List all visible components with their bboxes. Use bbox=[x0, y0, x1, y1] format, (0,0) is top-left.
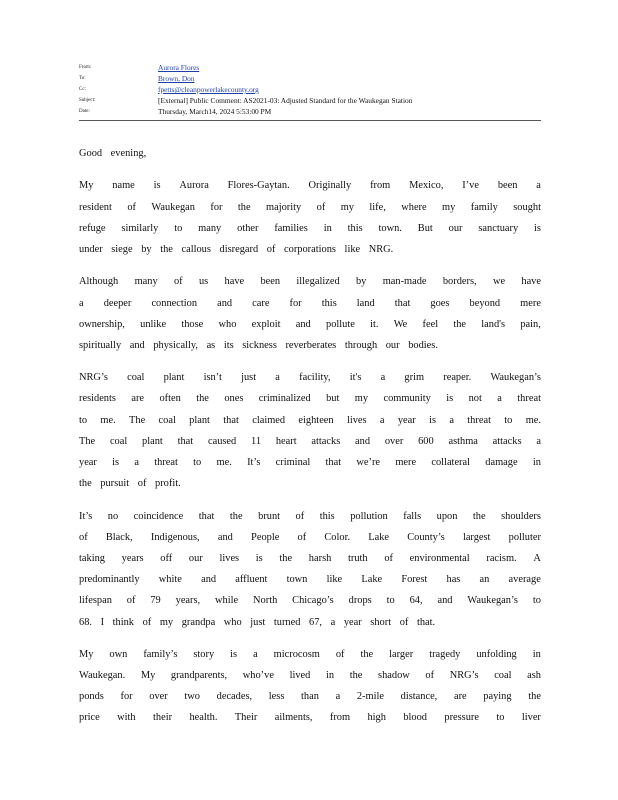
date-row bbox=[79, 106, 541, 117]
text-line: ownership, unlike those who exploit and pollute it. We feel the land's pain, bbox=[79, 318, 541, 330]
paragraph-4 bbox=[79, 506, 541, 633]
from-label: From: bbox=[79, 65, 92, 70]
to-row bbox=[79, 73, 541, 84]
text-line: The coal plant that caused 11 heart attacks and over 600 asthma attacks a bbox=[79, 435, 541, 447]
text-line: My own family’s story is a microcosm of the larger tragedy unfolding in bbox=[79, 648, 541, 660]
to-label: To: bbox=[79, 76, 86, 81]
text-line: price with their health. Their ailments, from high blood pressure to liver bbox=[79, 712, 541, 724]
greeting: Good evening, bbox=[79, 148, 147, 159]
text-line: spiritually and physically, as its sickness reverberates through our bodies. bbox=[79, 339, 438, 351]
text-line: a deeper connection and care for this land that goes beyond mere bbox=[79, 297, 541, 309]
text-line: residents are often the ones criminalized but my community is not a threat bbox=[79, 393, 541, 405]
date-value: Thursday, March14, 2024 5:53:00 PM bbox=[158, 107, 272, 116]
text-line: 68. I think of my grandpa who just turned 67, a year short of that. bbox=[79, 616, 436, 628]
to-link[interactable]: Brown, Don bbox=[158, 74, 195, 83]
text-line: Although many of us have been illegalized by man-made borders, we have bbox=[79, 276, 541, 288]
text-line: under siege by the callous disregard of corporations like NRG. bbox=[79, 243, 394, 255]
header-divider bbox=[79, 120, 541, 121]
text-line: It’s no coincidence that the brunt of this pollution falls upon the shoulders bbox=[79, 510, 541, 522]
text-line: My name is Aurora Flores-Gaytan. Originally from Mexico, I’ve been a bbox=[79, 180, 541, 192]
from-link[interactable]: Aurora Flores bbox=[158, 63, 200, 72]
text-line: resident of Waukegan for the majority of my life, where my family sought bbox=[79, 201, 541, 213]
paragraph-1 bbox=[79, 175, 541, 260]
email-body bbox=[79, 143, 541, 729]
paragraph-3 bbox=[79, 367, 541, 494]
paragraph-5 bbox=[79, 644, 541, 729]
text-line: refuge similarly to many other families in this town. But our sanctuary is bbox=[79, 222, 541, 234]
subject-label: Subject: bbox=[79, 98, 96, 103]
cc-row bbox=[79, 84, 541, 95]
subject-row bbox=[79, 95, 541, 106]
text-line: NRG’s coal plant isn’t just a facility, it's a grim reaper. Waukegan’s bbox=[79, 372, 541, 384]
subject-value: [External] Public Comment: AS2021-03: Adjusted Standard for the Waukegan Station bbox=[158, 96, 413, 105]
text-line: year is a threat to me. It’s criminal that we’re mere collateral damage in bbox=[79, 457, 541, 468]
from-row bbox=[79, 62, 541, 73]
text-line: lifespan of 79 years, while North Chicago’s drops to 64, and Waukegan’s to bbox=[79, 595, 541, 607]
text-line: Waukegan. My grandparents, who’ve lived in the shadow of NRG’s coal ash bbox=[79, 670, 541, 682]
cc-link[interactable]: fpetts@cleanpowerlakecounty.org bbox=[158, 85, 259, 94]
text-line: to me. The coal plant that claimed eighteen lives a year is a threat to me. bbox=[79, 414, 541, 426]
email-header bbox=[79, 62, 541, 117]
paragraph-2 bbox=[79, 271, 541, 356]
date-label: Date: bbox=[79, 109, 90, 114]
text-line: the pursuit of profit. bbox=[79, 478, 181, 490]
text-line: ponds for over two decades, less than a 2-mile distance, are paying the bbox=[79, 691, 541, 703]
cc-label: Cc: bbox=[79, 87, 86, 92]
text-line: taking years off our lives is the harsh truth of environmental racism. A bbox=[79, 552, 541, 564]
text-line: of Black, Indigenous, and People of Color. Lake County’s largest polluter bbox=[79, 531, 541, 543]
text-line: predominantly white and affluent town like Lake Forest has an average bbox=[79, 574, 541, 586]
